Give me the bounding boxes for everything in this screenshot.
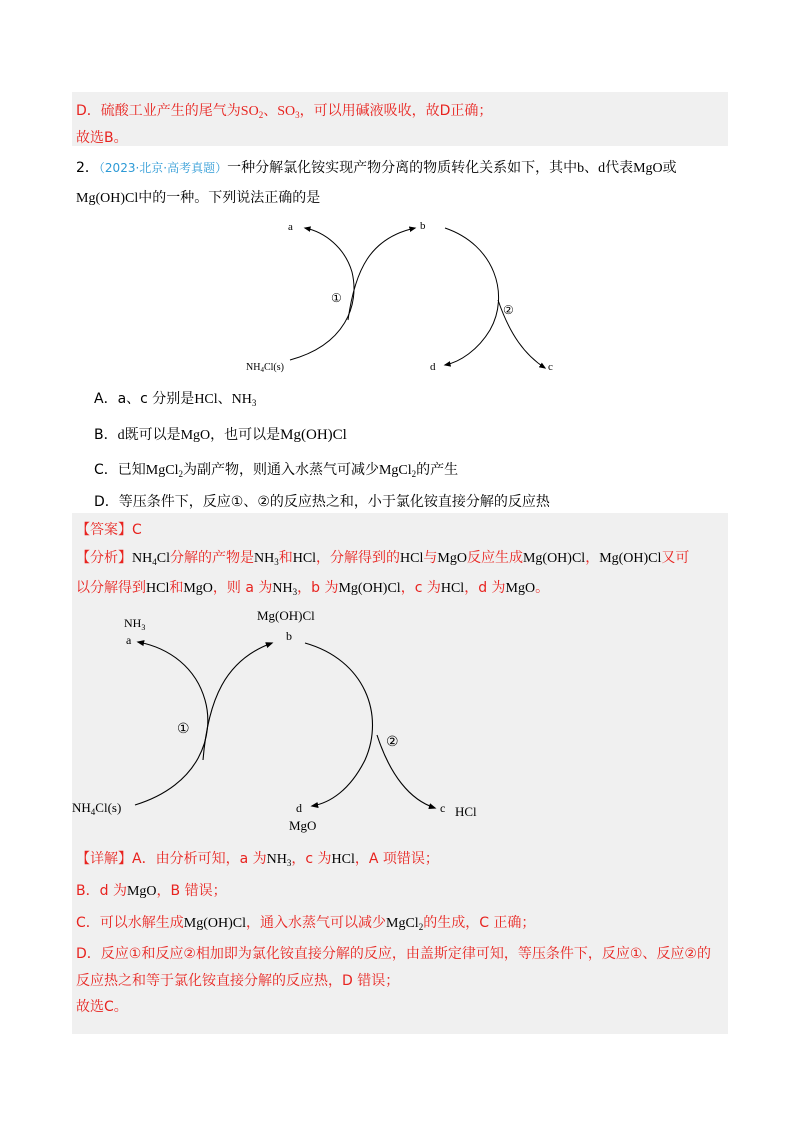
detail-line-d1: D．反应①和反应②相加即为氯化铵直接分解的反应，由盖斯定律可知，等压条件下，反应①、反应②的: [76, 946, 711, 962]
reaction-arc-2-left: [445, 228, 499, 365]
analysis-tag: 【分析】: [76, 550, 132, 566]
answer-line: [76, 519, 142, 539]
question-source: （2023·北京·高考真题）: [98, 161, 228, 175]
detail-line-c: C．可以水解生成Mg(OH)Cl，通入水蒸气可以减少MgCl$_2$的生成，C 正确；: [76, 915, 536, 932]
diagram1-label-a: a: [288, 221, 293, 233]
diagram1-label-reaction-1: ①: [331, 291, 342, 305]
diagram1-label-b: b: [420, 220, 426, 232]
analysis-label-a: a: [126, 633, 132, 647]
analysis-label-hcl: HCl: [455, 804, 477, 819]
analysis-label-nh3: $NH_3$: [124, 616, 146, 632]
option-c: C．已知MgCl$_2$为副产物，则通入水蒸气可减少MgCl$_2$的产生: [94, 462, 459, 479]
question-stem-line1: 2．（2023·北京·高考真题）一种分解氯化铵实现产物分离的物质转化关系如下，其中b、d代表MgO或: [76, 160, 677, 176]
detail-line-d2: 反应热之和等于氯化铵直接分解的反应热，D 错误；: [76, 973, 400, 989]
reaction-arc-2-right: [498, 300, 545, 368]
option-a: A．a、c 分别是HCl、$NH_3$: [94, 391, 257, 408]
answer-tag: 【答案】: [76, 522, 132, 538]
question-number: 2．: [76, 160, 99, 176]
reaction-arc-1-right: [348, 228, 415, 320]
diagram1-label-d: d: [430, 361, 436, 373]
analysis-line1: 【分析】$NH_4Cl$分解的产物是$NH_3$和HCl，分解得到的HCl与MgO反应生成Mg(OH)Cl，Mg(OH)Cl又可: [76, 550, 690, 567]
analysis-label-reaction-1: ①: [177, 722, 190, 737]
prev-conclusion: 故选B。: [76, 130, 128, 146]
detail-tag: 【详解】: [76, 851, 132, 867]
analysis-label-d: d: [296, 801, 302, 815]
analysis-label-reaction-2: ②: [386, 735, 399, 750]
option-b: B．d既可以是MgO，也可以是Mg(OH)Cl: [94, 427, 347, 443]
question-stem-line2: Mg(OH)Cl中的一种。下列说法正确的是: [76, 190, 321, 206]
answer-value: C: [132, 522, 142, 538]
reaction-arc-1-left: [290, 228, 354, 360]
diagram1-label-c: c: [548, 361, 553, 373]
option-d: D．等压条件下，反应①、②的反应热之和，小于氯化铵直接分解的反应热: [94, 494, 550, 510]
analysis-label-mgohcl: Mg(OH)Cl: [257, 608, 315, 623]
analysis-line2: 以分解得到HCl和MgO，则 a 为$NH_3$，b 为Mg(OH)Cl，c 为HCl，d 为MgO。: [76, 580, 550, 597]
analysis-label-nh4cl: $NH_4Cl(s)$: [72, 800, 122, 817]
detail-conclusion: 故选C。: [76, 999, 128, 1015]
prev-option-d: D．硫酸工业产生的尾气为$SO_2$、$SO_3$，可以用碱液吸收，故D正确；: [76, 103, 493, 120]
analysis-label-mgo: MgO: [289, 818, 317, 833]
detail-line-b: B．d 为MgO，B 错误；: [76, 883, 227, 899]
analysis-label-b: b: [286, 629, 292, 643]
diagram1-label-reaction-2: ②: [503, 303, 514, 317]
analysis-label-c: c: [440, 801, 446, 815]
detail-line-a: 【详解】A．由分析可知，a 为$NH_3$，c 为HCl，A 项错误；: [76, 851, 439, 868]
diagram1-label-nh4cl: $NH_4Cl(s)$: [246, 362, 284, 374]
